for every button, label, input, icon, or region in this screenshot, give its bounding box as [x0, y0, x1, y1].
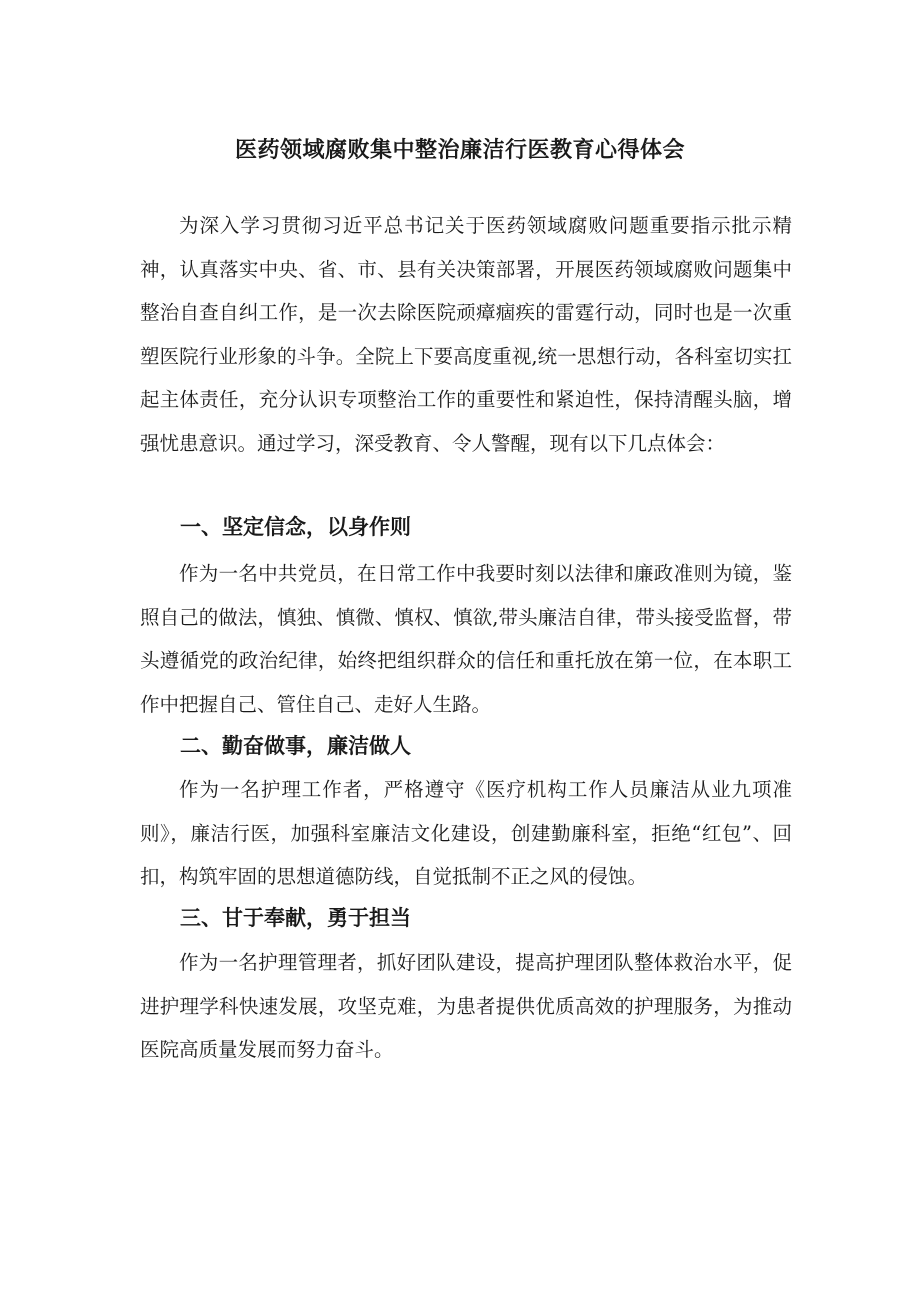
section-1-heading: 一、坚定信念，以身作则 [180, 515, 411, 539]
section-2-heading: 二、勤奋做事，廉洁做人 [180, 734, 411, 758]
intro-paragraph: 为深入学习贯彻习近平总书记关于医药领域腐败问题重要指示批示精神，认真落实中央、省、市、县有关决策部署，开展医药领域腐败问题集中整治自查自纠工作，是一次去除医院顽瘴痼疾的雷霆行动，同时也是一次重塑医院行业形象的斗争。全院上下要高度重视,统一思想行动，各科室切实扛起主体责任，充分认识专项整治工作的重要性和紧迫性，保持清醒头脑，增强忧患意识。通过学习，深受教育、令人警醒，现有以下几点体会： [140, 214, 792, 455]
section-3-body: 作为一名护理管理者，抓好团队建设，提高护理团队整体救治水平，促进护理学科快速发展，攻坚克难，为患者提供优质高效的护理服务，为推动医院高质量发展而努力奋斗。 [140, 951, 792, 1062]
section-2-body: 作为一名护理工作者，严格遵守《医疗机构工作人员廉洁从业九项准则》，廉洁行医，加强科室廉洁文化建设，创建勤廉科室，拒绝“红包”、回扣，构筑牢固的思想道德防线，自觉抵制不正之风的侵蚀。 [140, 778, 792, 889]
document-title: 医药领域腐败集中整治廉洁行医教育心得体会 [234, 137, 685, 163]
section-3-heading: 三、甘于奉献，勇于担当 [180, 906, 411, 930]
section-1-body: 作为一名中共党员，在日常工作中我要时刻以法律和廉政准则为镜，鉴照自己的做法，慎独、慎微、慎权、慎欲,带头廉洁自律，带头接受监督，带头遵循党的政治纪律，始终把组织群众的信任和重托放在第一位，在本职工作中把握自己、管住自己、走好人生路。 [140, 562, 792, 716]
